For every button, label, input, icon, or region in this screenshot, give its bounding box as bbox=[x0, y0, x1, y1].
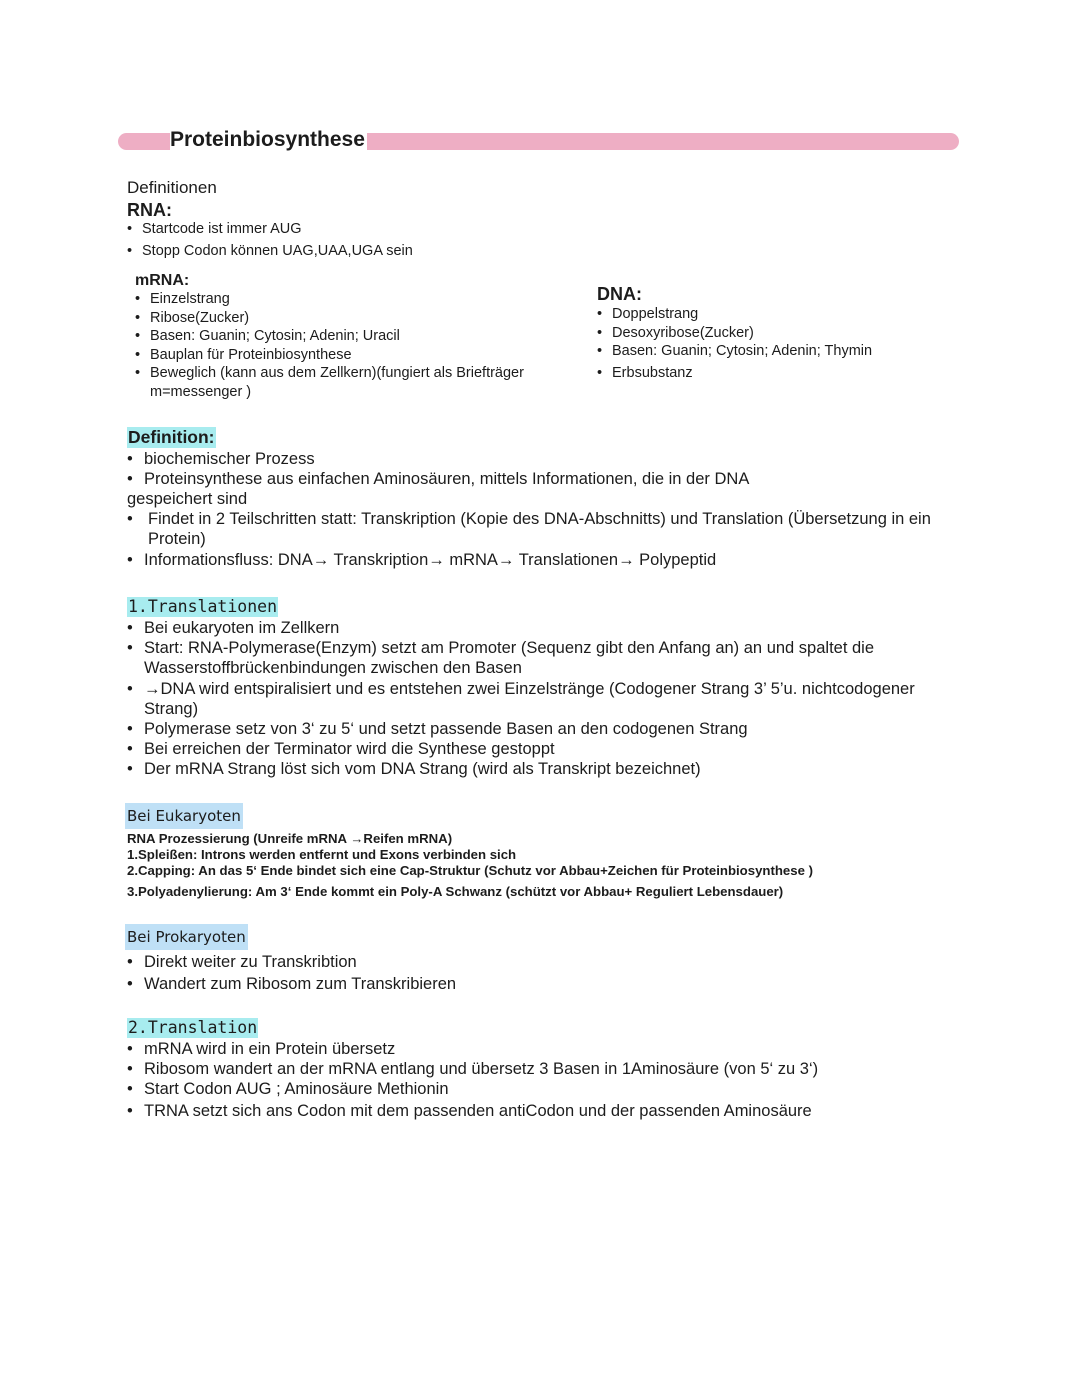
translationen-list bbox=[127, 618, 942, 780]
dna-list bbox=[597, 305, 957, 382]
definition-continuation: gespeichert sind bbox=[127, 490, 248, 508]
list-item: • Bei erreichen der Terminator wird die Synthese gestoppt bbox=[127, 739, 942, 759]
list-item: • Basen: Guanin; Cytosin; Adenin; Uracil bbox=[135, 327, 555, 346]
list-item: • Der mRNA Strang löst sich vom DNA Strang (wird als Transkript bezeichnet) bbox=[127, 759, 942, 779]
rna-label: RNA: bbox=[127, 200, 172, 220]
rna-list bbox=[127, 220, 627, 260]
mrna-label: mRNA: bbox=[135, 272, 190, 289]
eukaryoten-line: RNA Prozessierung (Unreife mRNA →Reifen mRNA) bbox=[127, 831, 453, 846]
list-item: • Einzelstrang bbox=[135, 290, 555, 309]
list-item: • Desoxyribose(Zucker) bbox=[597, 324, 957, 343]
prokaryoten-label: Bei Prokaryoten bbox=[125, 924, 248, 950]
definition-list-2 bbox=[127, 509, 937, 571]
translationen-label: 1.Translationen bbox=[128, 597, 278, 616]
list-item: • Start: RNA-Polymerase(Enzym) setzt am Promoter (Sequenz gibt den Anfang an) an und spaltet die Wasserstoffbrückenbindungen zwischen den Basen bbox=[127, 638, 942, 678]
list-item: • TRNA setzt sich ans Codon mit dem passenden antiCodon und der passenden Aminosäure bbox=[127, 1101, 947, 1121]
list-item: • Polymerase setz von 3‘ zu 5‘ und setzt passende Basen an den codogenen Strang bbox=[127, 719, 942, 739]
list-item: • mRNA wird in ein Protein übersetz bbox=[127, 1039, 947, 1059]
dna-label: DNA: bbox=[597, 284, 642, 304]
list-item: • Bei eukaryoten im Zellkern bbox=[127, 618, 942, 638]
list-item: • Findet in 2 Teilschritten statt: Transkription (Kopie des DNA-Abschnitts) und Translation (Übersetzung in ein Protein) bbox=[127, 509, 937, 549]
list-item: • Basen: Guanin; Cytosin; Adenin; Thymin bbox=[597, 342, 957, 361]
list-item: • Ribosom wandert an der mRNA entlang und übersetz 3 Basen in 1Aminosäure (von 5‘ zu 3‘) bbox=[127, 1059, 947, 1079]
list-item: • Informationsfluss: DNA→ Transkription→ mRNA→ Translationen→ Polypeptid bbox=[127, 550, 937, 570]
list-item: • Doppelstrang bbox=[597, 305, 957, 324]
eukaryoten-line: 3.Polyadenylierung: Am 3‘ Ende kommt ein Poly-A Schwanz (schützt vor Abbau+ Reguliert Lebensdauer) bbox=[127, 884, 784, 899]
list-item: • Direkt weiter zu Transkribtion bbox=[127, 952, 827, 972]
translation-label: 2.Translation bbox=[128, 1018, 258, 1037]
definition-list bbox=[127, 449, 947, 489]
list-item: • biochemischer Prozess bbox=[127, 449, 947, 469]
definitionen-heading: Definitionen bbox=[127, 178, 217, 197]
list-item: • Wandert zum Ribosom zum Transkribieren bbox=[127, 974, 827, 994]
list-item: • Start Codon AUG ; Aminosäure Methionin bbox=[127, 1079, 947, 1099]
eukaryoten-label: Bei Eukaryoten bbox=[125, 803, 243, 829]
mrna-list bbox=[135, 290, 555, 401]
prokaryoten-list bbox=[127, 952, 827, 994]
translation-list bbox=[127, 1039, 947, 1121]
list-item: • Startcode ist immer AUG bbox=[127, 220, 627, 239]
page-title: Proteinbiosynthese bbox=[170, 126, 367, 154]
eukaryoten-line: 2.Capping: An das 5‘ Ende bindet sich eine Cap-Struktur (Schutz vor Abbau+Zeichen für Proteinbiosynthese ) bbox=[127, 863, 813, 878]
list-item: • Ribose(Zucker) bbox=[135, 309, 555, 328]
list-item: • Proteinsynthese aus einfachen Aminosäuren, mittels Informationen, die in der DNA bbox=[127, 469, 947, 489]
definition-label: Definition: bbox=[128, 427, 215, 447]
list-item: • Bauplan für Proteinbiosynthese bbox=[135, 346, 555, 365]
list-item: • Beweglich (kann aus dem Zellkern)(fungiert als Briefträger m=messenger ) bbox=[135, 364, 555, 401]
list-item: • Stopp Codon können UAG,UAA,UGA sein bbox=[127, 242, 627, 261]
list-item: • →DNA wird entspiralisiert und es entstehen zwei Einzelstränge (Codogener Strang 3’ 5’u. nichtcodogener Strang) bbox=[127, 679, 942, 719]
eukaryoten-line: 1.Spleißen: Introns werden entfernt und Exons verbinden sich bbox=[127, 847, 517, 862]
list-item: • Erbsubstanz bbox=[597, 364, 957, 383]
